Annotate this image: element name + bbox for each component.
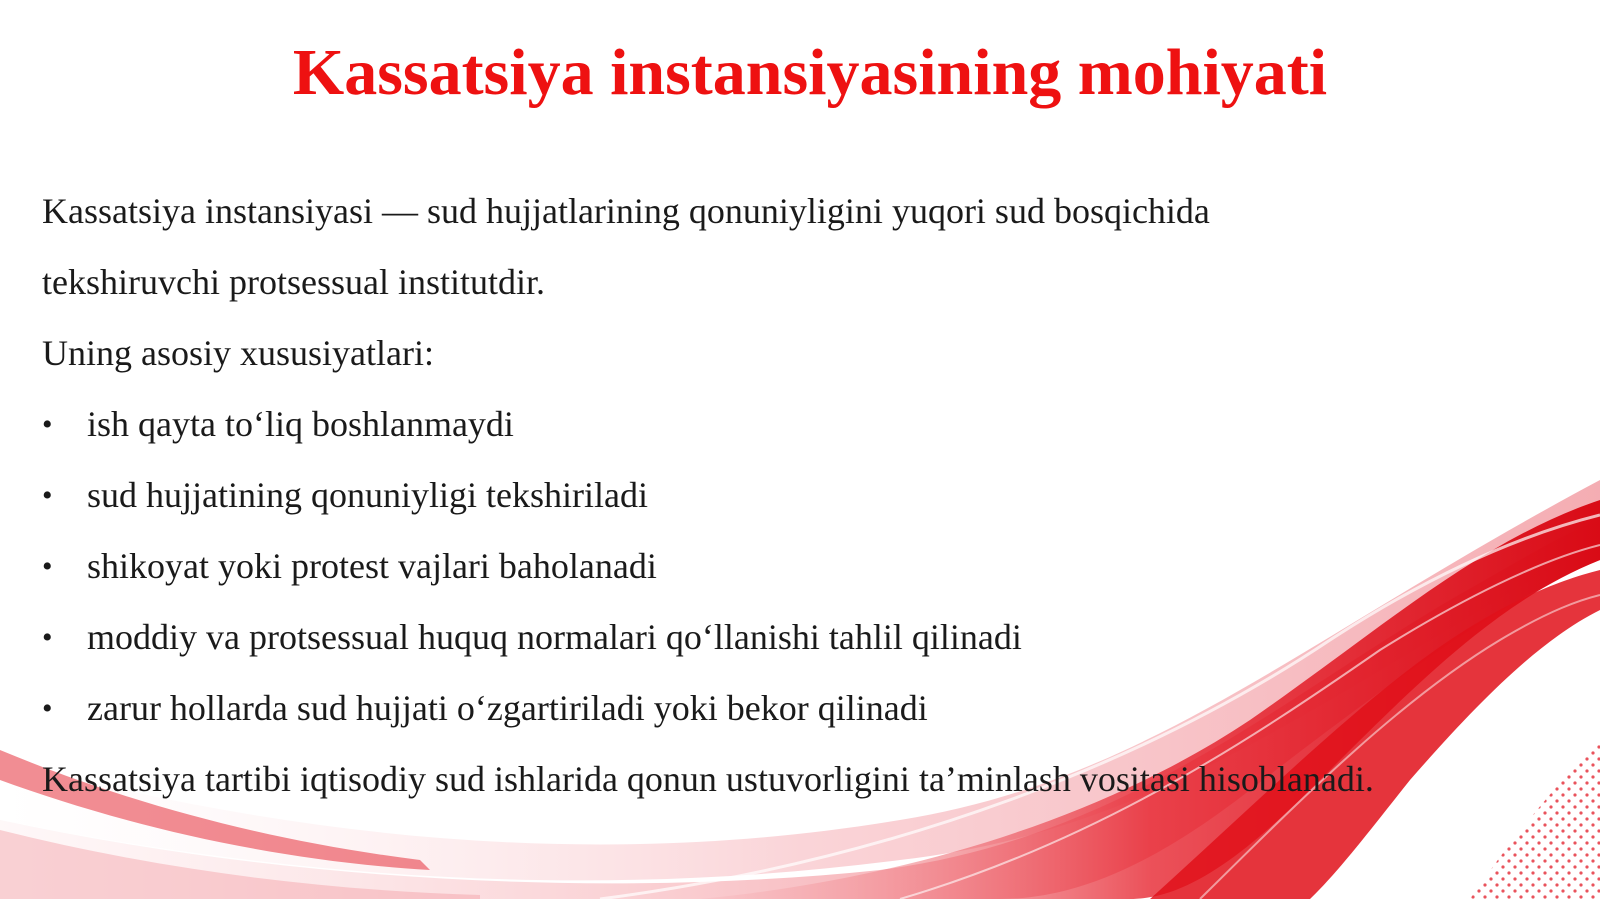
list-item-text: ish qayta to‘liq boshlanmaydi [87,404,514,444]
list-item-text: zarur hollarda sud hujjati o‘zgartiriladi yoki bekor qilinadi [87,688,928,728]
intro-line-1: Kassatsiya instansiyasi — sud hujjatlarining qonuniyligini yuqori sud bosqichida [42,191,1210,231]
list-item [42,460,1582,531]
bullet-icon: • [42,621,53,654]
features-heading: Uning asosiy xususiyatlari: [42,333,434,373]
slide-body [42,176,1582,815]
bullet-icon: • [42,408,53,441]
feature-list [42,389,1582,744]
bullet-icon: • [42,479,53,512]
closing-statement: Kassatsiya tartibi iqtisodiy sud ishlarida qonun ustuvorligini ta’minlash vositasi hisoblanadi. [42,759,1374,799]
list-item [42,602,1582,673]
list-item [42,531,1582,602]
bullet-icon: • [42,550,53,583]
intro-line-2: tekshiruvchi protsessual institutdir. [42,262,545,302]
list-item-text: moddiy va protsessual huquq normalari qo‘llanishi tahlil qilinadi [87,617,1022,657]
slide-title: Kassatsiya instansiyasining mohiyati [292,36,1328,109]
list-item [42,389,1582,460]
list-item [42,673,1582,744]
list-item-text: shikoyat yoki protest vajlari baholanadi [87,546,657,586]
bullet-icon: • [42,692,53,725]
list-item-text: sud hujjatining qonuniyligi tekshiriladi [87,475,648,515]
